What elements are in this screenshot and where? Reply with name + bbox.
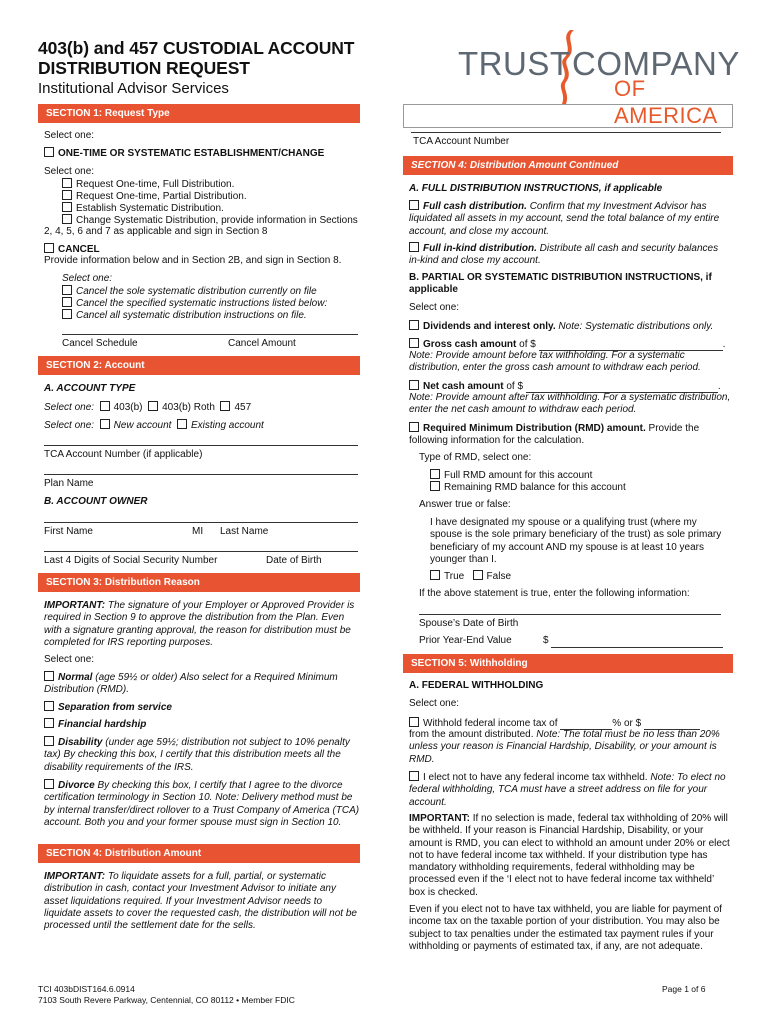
elect-no-label: I elect not to have any federal income tax withheld. bbox=[423, 772, 648, 783]
true-false-label: Answer true or false: bbox=[419, 499, 511, 510]
false-checkbox[interactable] bbox=[473, 570, 483, 580]
dividends-option bbox=[409, 320, 713, 333]
full-inkind-option bbox=[409, 242, 731, 268]
account-status-row bbox=[44, 419, 264, 432]
gross-cash-checkbox[interactable] bbox=[409, 338, 419, 348]
section5-header: SECTION 5: Withholding bbox=[403, 654, 733, 673]
opt3-label: Establish Systematic Distribution. bbox=[76, 203, 224, 214]
elect-no-withholding-checkbox[interactable] bbox=[409, 771, 419, 781]
c1-label: Cancel the sole systematic distribution currently on file bbox=[76, 286, 317, 297]
left-column bbox=[38, 104, 360, 932]
prior-year-end-dollar: $ bbox=[543, 635, 549, 646]
s1-opt4-cont: 2, 4, 5, 6 and 7 as applicable and sign in Section 8 bbox=[44, 226, 268, 237]
reason-separation bbox=[44, 701, 172, 714]
section3-header: SECTION 3: Distribution Reason bbox=[38, 573, 360, 592]
s1-c3 bbox=[62, 309, 307, 322]
s1-cancel-info: Provide information below and in Section 2B, and sign in Section 8. bbox=[44, 255, 342, 266]
section4-continued-header: SECTION 4: Distribution Amount Continued bbox=[403, 156, 733, 175]
withhold-percent-or: % or $ bbox=[612, 718, 642, 729]
disability-checkbox[interactable] bbox=[44, 736, 54, 746]
net-cash-checkbox[interactable] bbox=[409, 380, 419, 390]
owner-name-field[interactable] bbox=[44, 522, 358, 523]
separation-checkbox[interactable] bbox=[44, 701, 54, 711]
true-checkbox[interactable] bbox=[430, 570, 440, 580]
footer bbox=[38, 984, 295, 1006]
457-checkbox[interactable] bbox=[220, 401, 230, 411]
full-inkind-label: Full in-kind distribution. bbox=[423, 243, 537, 254]
form-id: TCI 403bDIST164.6.0914 bbox=[38, 984, 135, 994]
rmd-type-label: Type of RMD, select one: bbox=[419, 452, 532, 463]
establish-label: ONE-TIME OR SYSTEMATIC ESTABLISHMENT/CHANGE bbox=[58, 148, 325, 159]
withholding-select-one: Select one: bbox=[409, 698, 460, 709]
partial-distribution-checkbox[interactable] bbox=[62, 190, 72, 200]
company-logo bbox=[452, 30, 742, 128]
establish-systematic-checkbox[interactable] bbox=[62, 202, 72, 212]
divorce-text: By checking this box, I certify that I agree to the divorce certification terminology in Section 10. Note: Delivery method must be by internal transfer/direct rollover to a Trust Company of America (TCA) account. Both you and your former spouse must sign in Section 10. bbox=[44, 780, 360, 828]
gross-cash-of: of $ bbox=[519, 339, 536, 350]
rmd-full-checkbox[interactable] bbox=[430, 469, 440, 479]
457-label: 457 bbox=[234, 402, 252, 413]
if-true-instruction: If the above statement is true, enter the following information: bbox=[419, 588, 690, 599]
tax-liability-paragraph: Even if you elect not to have tax withheld, you are liable for payment of income tax on the taxable portion of your distribution. You may also be subject to tax penalties under the estimated tax payment rules if your withholding or payments of estimated tax, if any, are not adequate. bbox=[409, 904, 722, 952]
tca-account-number-label: TCA Account Number bbox=[413, 136, 510, 147]
elect-no-note: Note: To elect no federal withholding, TCA must have a street address on file for your account. bbox=[409, 772, 726, 808]
opt4-label: Change Systematic Distribution, provide information in Sections bbox=[76, 215, 358, 226]
divorce-label: Divorce bbox=[58, 780, 95, 791]
page-number: Page 1 of 6 bbox=[662, 984, 706, 994]
opt1-label: Request One-time, Full Distribution. bbox=[76, 179, 235, 190]
spouse-dob-field[interactable] bbox=[419, 614, 721, 615]
form-title-line2: DISTRIBUTION REQUEST bbox=[38, 58, 250, 78]
gross-cash-label: Gross cash amount bbox=[423, 339, 517, 350]
disability-text: (under age 59½; distribution not subject to 10% penalty tax) By checking this box, I certify that this distribution meets all the disability requirements of the IRS. bbox=[44, 737, 350, 773]
s1-cancel-select: Select one: bbox=[62, 273, 113, 284]
prior-year-end-field[interactable] bbox=[551, 647, 723, 648]
logo-word-company: COMPANY bbox=[572, 45, 740, 82]
gross-cash-note: Note: Provide amount before tax withholding. For a systematic distribution, enter the gross cash amount to withdraw each period. bbox=[409, 350, 701, 374]
net-cash-label: Net cash amount bbox=[423, 381, 504, 392]
withhold-note: Note: The total must be no less than 20% unless your reason is Financial Hardship, Disability, or your amount is RMD. bbox=[409, 729, 720, 765]
rmd-remaining-label: Remaining RMD balance for this account bbox=[444, 482, 626, 493]
reason-disability bbox=[44, 736, 360, 774]
rmd-text: Provide the following information for the calculation. bbox=[409, 423, 700, 447]
spouse-dob-label: Spouse’s Date of Birth bbox=[419, 618, 519, 629]
new-account-checkbox[interactable] bbox=[100, 419, 110, 429]
spouse-statement: I have designated my spouse or a qualifying trust (where my spouse is the sole primary beneficiary of the trust) as sole primary beneficiary of my account AND my spouse is at least 10 years younger than I. bbox=[430, 517, 722, 565]
normal-label: Normal bbox=[58, 672, 93, 683]
rmd-label: Required Minimum Distribution (RMD) amount. bbox=[423, 423, 646, 434]
tca-number-field[interactable] bbox=[44, 445, 358, 446]
plan-name-field[interactable] bbox=[44, 474, 358, 475]
dob-label: Date of Birth bbox=[266, 555, 322, 566]
s4-important-label: IMPORTANT: bbox=[44, 871, 106, 882]
form-title-line1: 403(b) and 457 CUSTODIAL ACCOUNT bbox=[38, 38, 355, 58]
c2-label: Cancel the specified systematic instructions listed below: bbox=[76, 298, 328, 309]
true-label: True bbox=[444, 571, 465, 582]
s1-select-one: Select one: bbox=[44, 130, 95, 141]
cancel-checkbox[interactable] bbox=[44, 243, 54, 253]
s3-important-text: The signature of your Employer or Approved Provider is required in Section 9 to approve the distribution from the Plan. Even with a signature granting approval, the reason for distribution must be completed for IRS reporting purposes. bbox=[44, 600, 355, 648]
logo-word-trust: TRUST bbox=[458, 45, 571, 82]
cancel-amount-label: Cancel Amount bbox=[228, 338, 296, 349]
dividends-text: Note: Systematic distributions only. bbox=[558, 321, 714, 332]
existing-account-label: Existing account bbox=[190, 420, 264, 431]
partial-select-one: Select one: bbox=[409, 302, 460, 313]
ssn4-label: Last 4 Digits of Social Security Number bbox=[44, 555, 218, 566]
false-label: False bbox=[486, 571, 511, 582]
ssn-dob-field[interactable] bbox=[44, 551, 358, 552]
true-false-row bbox=[430, 570, 511, 583]
full-cash-option bbox=[409, 200, 731, 238]
403b-roth-checkbox[interactable] bbox=[148, 401, 158, 411]
rmd-remaining-option bbox=[430, 481, 626, 494]
prior-year-end-label: Prior Year-End Value bbox=[419, 635, 512, 646]
s3-select-one: Select one: bbox=[44, 654, 95, 665]
full-cash-checkbox[interactable] bbox=[409, 200, 419, 210]
s3-important bbox=[44, 600, 360, 649]
rmd-option bbox=[409, 422, 731, 448]
normal-checkbox[interactable] bbox=[44, 671, 54, 681]
logo-word-america: OF AMERICA bbox=[614, 76, 718, 128]
cancel-schedule-label: Cancel Schedule bbox=[62, 338, 138, 349]
withholding-important-label: IMPORTANT: bbox=[409, 813, 470, 824]
withhold-label: Withhold federal income tax of bbox=[423, 718, 558, 729]
withhold-from bbox=[409, 729, 731, 766]
first-name-label: First Name bbox=[44, 526, 93, 537]
cancel-fields-line bbox=[62, 334, 358, 335]
reason-hardship bbox=[44, 718, 146, 731]
s3-important-label: IMPORTANT: bbox=[44, 600, 106, 611]
account-type-row bbox=[44, 401, 251, 414]
403b-checkbox[interactable] bbox=[100, 401, 110, 411]
disability-label: Disability bbox=[58, 737, 103, 748]
rmd-full-label: Full RMD amount for this account bbox=[444, 470, 593, 481]
mi-label: MI bbox=[192, 526, 204, 537]
hardship-label: Financial hardship bbox=[58, 719, 147, 730]
change-systematic-checkbox[interactable] bbox=[62, 214, 72, 224]
s1-option-establish bbox=[44, 147, 324, 160]
full-distribution-title: A. FULL DISTRIBUTION INSTRUCTIONS, if applicable bbox=[409, 183, 663, 194]
full-cash-text: Confirm that my Investment Advisor has liquidated all assets in my account, send the total balance of my entire account, and close my account. bbox=[409, 201, 720, 237]
federal-withholding-title: A. FEDERAL WITHHOLDING bbox=[409, 680, 544, 691]
c3-label: Cancel all systematic distribution instructions on file. bbox=[76, 310, 307, 321]
reason-divorce bbox=[44, 779, 360, 829]
account-owner-title: B. ACCOUNT OWNER bbox=[44, 496, 148, 507]
cancel-all-checkbox[interactable] bbox=[62, 309, 72, 319]
net-cash-option: Net cash amount of $ . bbox=[409, 380, 731, 393]
account-type-select-label: Select one: bbox=[44, 402, 95, 413]
account-type-title: A. ACCOUNT TYPE bbox=[44, 383, 136, 394]
tca-account-number-box[interactable] bbox=[403, 104, 733, 128]
form-title-block bbox=[38, 38, 398, 99]
dividends-label: Dividends and interest only. bbox=[423, 321, 556, 332]
full-inkind-text: Distribute all cash and security balances in-kind and close my account. bbox=[409, 243, 719, 267]
hardship-checkbox[interactable] bbox=[44, 718, 54, 728]
divorce-checkbox[interactable] bbox=[44, 779, 54, 789]
full-inkind-checkbox[interactable] bbox=[409, 242, 419, 252]
withhold-checkbox[interactable] bbox=[409, 717, 419, 727]
rmd-checkbox[interactable] bbox=[409, 422, 419, 432]
cancel-specified-checkbox[interactable] bbox=[62, 297, 72, 307]
full-distribution-checkbox[interactable] bbox=[62, 178, 72, 188]
section2-header: SECTION 2: Account bbox=[38, 356, 360, 375]
403b-label: 403(b) bbox=[113, 402, 143, 413]
withholding-important bbox=[409, 813, 731, 899]
full-cash-label: Full cash distribution. bbox=[423, 201, 527, 212]
plan-name-label: Plan Name bbox=[44, 478, 94, 489]
new-account-label: New account bbox=[113, 420, 172, 431]
cancel-sole-checkbox[interactable] bbox=[62, 285, 72, 295]
elect-no-option bbox=[409, 771, 731, 809]
form-subtitle: Institutional Advisor Services bbox=[38, 80, 229, 97]
account-status-select-label: Select one: bbox=[44, 420, 95, 431]
reason-normal bbox=[44, 671, 360, 697]
withholding-important-text: If no selection is made, federal tax withholding of 20% will be withheld. If your reason is Financial Hardship, Disability, or your amount is RMD, you can elect to withhold an amount under 20% or elect not to have federal income tax withheld. If your distribution type has mandatory withholding requirements, federal withholding may be processed even if the ‘I elect not to have federal income tax withheld’ box is checked. bbox=[409, 813, 730, 898]
s4-important-text: To liquidate assets for a full, partial, or systematic distribution in cash, contact your Investment Advisor to initiate any asset liquidations required. If your Investment Advisor needs to liquidate assets to cover the requested cash, the distribution will not be processed until the settlement date for the sells. bbox=[44, 871, 357, 932]
separation-label: Separation from service bbox=[58, 702, 172, 713]
403b-roth-label: 403(b) Roth bbox=[162, 402, 215, 413]
dividends-checkbox[interactable] bbox=[409, 320, 419, 330]
net-cash-note: Note: Provide amount after tax withholding. For a systematic distribution, enter the net cash amount to withdraw each period. bbox=[409, 392, 731, 416]
net-cash-of: of $ bbox=[506, 381, 524, 392]
establish-checkbox[interactable] bbox=[44, 147, 54, 157]
s1-select-one-2: Select one: bbox=[44, 166, 95, 177]
partial-systematic-title: B. PARTIAL OR SYSTEMATIC DISTRIBUTION INSTRUCTIONS, if applicable bbox=[409, 272, 712, 296]
cancel-label: CANCEL bbox=[58, 244, 100, 255]
normal-text: (age 59½ or older) Also select for a Required Minimum Distribution (RMD). bbox=[44, 672, 338, 696]
existing-account-checkbox[interactable] bbox=[177, 419, 187, 429]
tca-account-line bbox=[411, 132, 721, 133]
gross-cash-option: Gross cash amount of $ . bbox=[409, 338, 731, 351]
rmd-remaining-checkbox[interactable] bbox=[430, 481, 440, 491]
opt2-label: Request One-time, Partial Distribution. bbox=[76, 191, 247, 202]
last-name-label: Last Name bbox=[220, 526, 269, 537]
s4-important bbox=[44, 871, 360, 932]
section1-header: SECTION 1: Request Type bbox=[38, 104, 360, 123]
company-address: 7103 South Revere Parkway, Centennial, CO 80112 • Member FDIC bbox=[38, 995, 295, 1005]
tca-number-label: TCA Account Number (if applicable) bbox=[44, 449, 203, 460]
section4-header: SECTION 4: Distribution Amount bbox=[38, 844, 360, 863]
withhold-from-text: from the amount distributed. bbox=[409, 729, 534, 740]
